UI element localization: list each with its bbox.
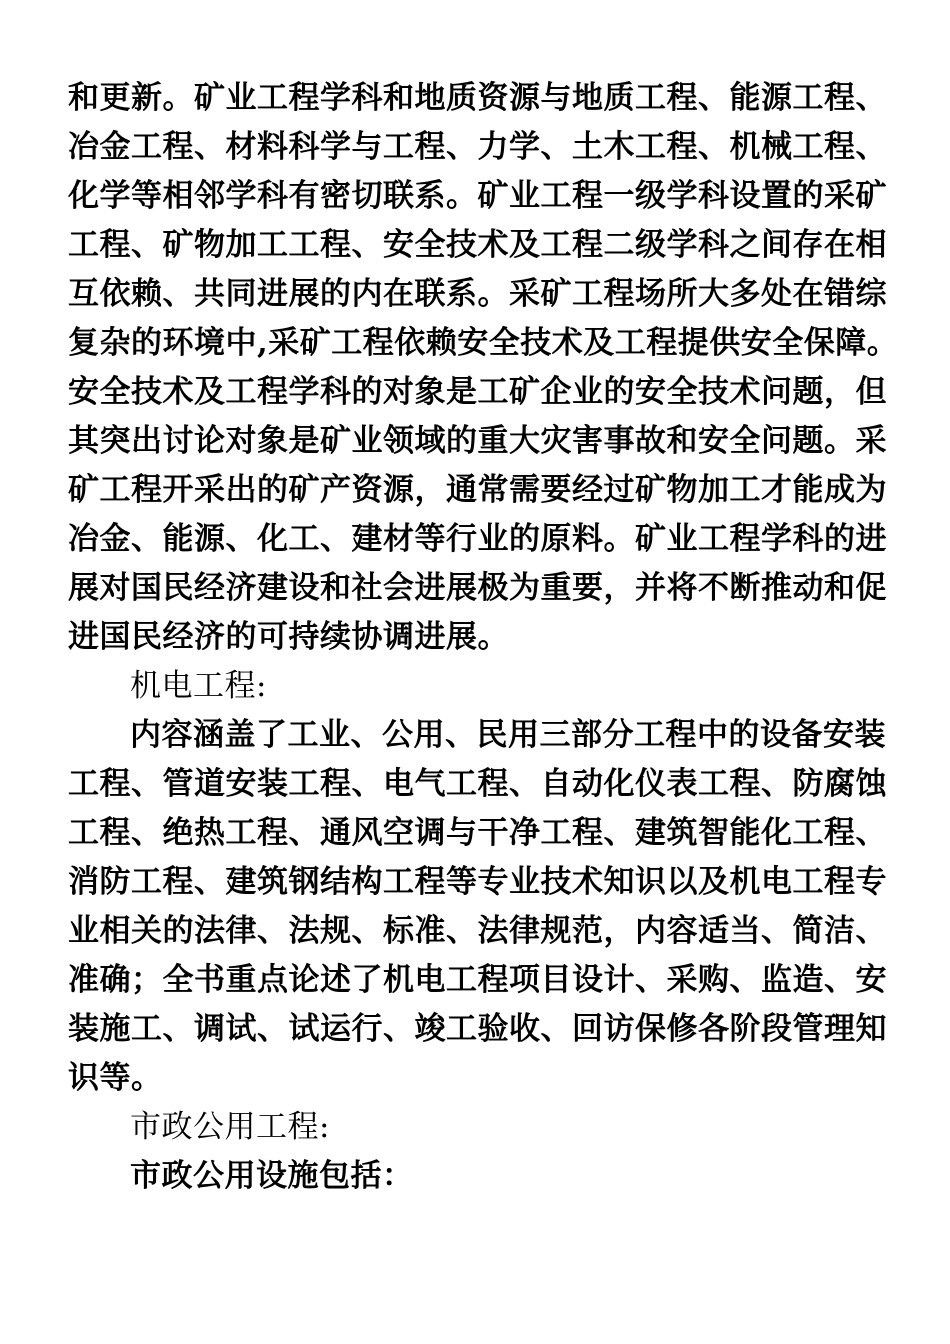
text-line: 工程、绝热工程、通风空调与干净工程、建筑智能化工程、 <box>68 815 887 851</box>
text-line: 准确；全书重点论述了机电工程项目设计、采购、监造、安 <box>68 962 887 998</box>
text-line: 冶金工程、材料科学与工程、力学、土木工程、机械工程、 <box>68 129 887 165</box>
text-line: 进国民经济的可持续协调进展。 <box>68 619 509 655</box>
mechanical-electrical-paragraph <box>68 711 887 1103</box>
municipal-facilities-intro: 市政公用设施包括： <box>130 1158 414 1194</box>
text-line: 识等。 <box>68 1060 163 1096</box>
text-line: 内容涵盖了工业、公用、民用三部分工程中的设备安装 <box>130 717 886 753</box>
text-line: 矿工程开采出的矿产资源，通常需要经过矿物加工才能成为 <box>68 472 887 508</box>
text-line: 化学等相邻学科有密切联系。矿业工程一级学科设置的采矿 <box>68 178 887 214</box>
document-page <box>68 74 899 1201</box>
text-line: 业相关的法律、法规、标准、法律规范，内容适当、简洁、 <box>68 913 887 949</box>
section-heading-mechanical-electrical: 机电工程: <box>130 668 267 704</box>
text-line: 和更新。矿业工程学科和地质资源与地质工程、能源工程、 <box>68 80 887 116</box>
text-line: 冶金、能源、化工、建材等行业的原料。矿业工程学科的进 <box>68 521 887 557</box>
text-line: 其突出讨论对象是矿业领域的重大灾害事故和安全问题。采 <box>68 423 887 459</box>
text-line: 展对国民经济建设和社会进展极为重要，并将不断推动和促 <box>68 570 887 606</box>
text-line: 互依赖、共同进展的内在联系。采矿工程场所大多处在错综 <box>68 276 887 312</box>
text-line: 安全技术及工程学科的对象是工矿企业的安全技术问题，但 <box>68 374 887 410</box>
text-line: 工程、管道安装工程、电气工程、自动化仪表工程、防腐蚀 <box>68 766 887 802</box>
text-line: 装施工、调试、试运行、竣工验收、回访保修各阶段管理知 <box>68 1011 887 1047</box>
text-line: 消防工程、建筑钢结构工程等专业技术知识以及机电工程专 <box>68 864 887 900</box>
text-line: 复杂的环境中,采矿工程依赖安全技术及工程提供安全保障。 <box>68 325 899 361</box>
text-line: 工程、矿物加工工程、安全技术及工程二级学科之间存在相 <box>68 227 887 263</box>
section-heading-municipal: 市政公用工程: <box>130 1109 330 1145</box>
mining-engineering-paragraph <box>68 74 899 662</box>
